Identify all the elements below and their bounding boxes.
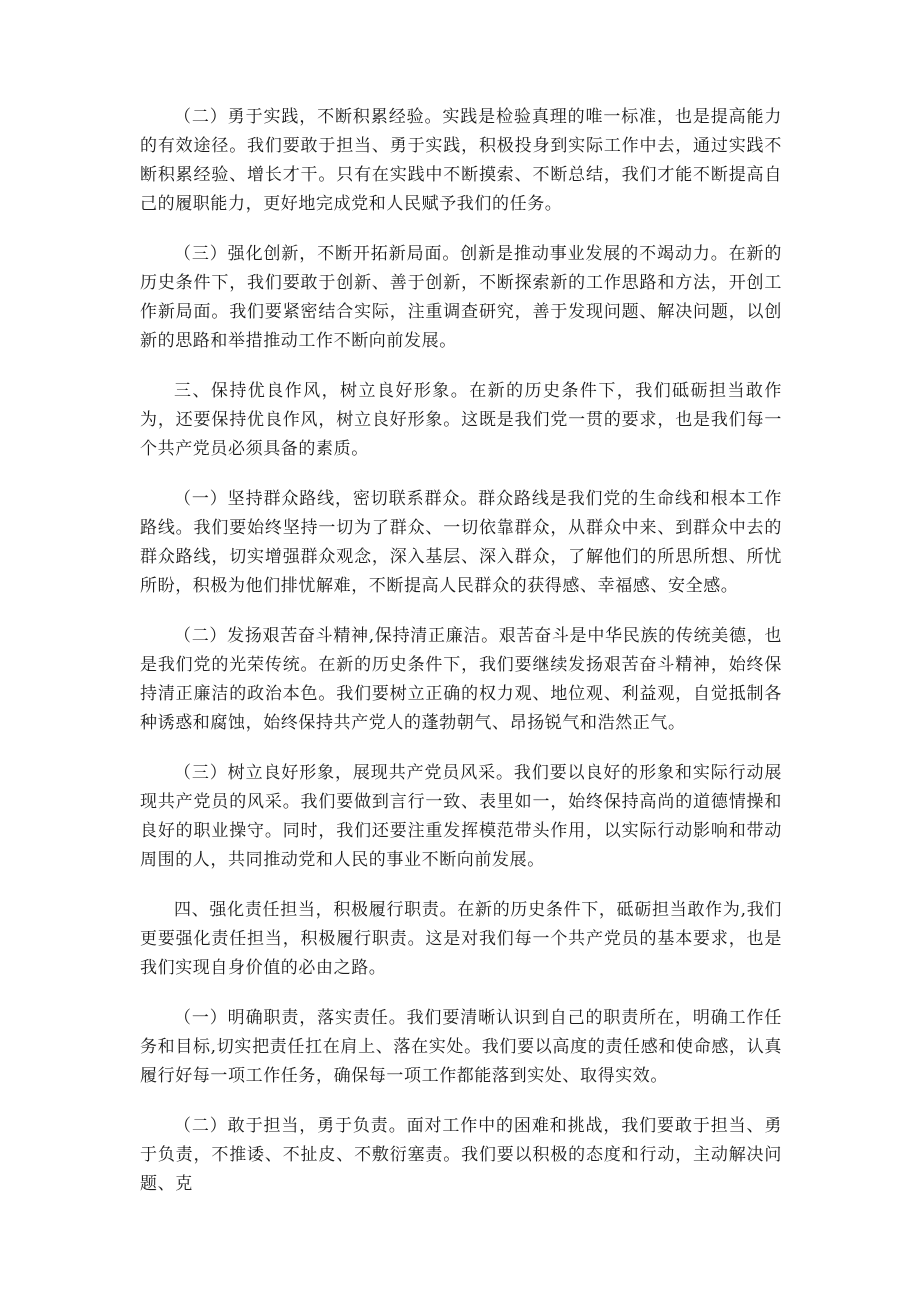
paragraph-hard-work: （二）发扬艰苦奋斗精神,保持清正廉洁。艰苦奋斗是中华民族的传统美德，也是我们党的光荣传统。在新的历史条件下，我们要继续发扬艰苦奋斗精神，始终保持清正廉洁的政治本色。我们要树立正确的权力观、地位观、利益观，自觉抵制各种诱惑和腐蚀，始终保持共产党人的蓬勃朝气、昂扬锐气和浩然正气。 <box>140 626 782 733</box>
paragraph-section-four-heading: 四、强化责任担当，积极履行职责。在新的历史条件下，砥砺担当敢作为,我们更要强化责任担当，积极履行职责。这是对我们每一个共产党员的基本要求，也是我们实现自身价值的必由之路。 <box>140 900 782 978</box>
paragraph-mass-line: （一）坚持群众路线，密切联系群众。群众路线是我们党的生命线和根本工作路线。我们要始终坚持一切为了群众、一切依靠群众，从群众中来、到群众中去的群众路线，切实增强群众观念，深入基层、深入群众，了解他们的所思所想、所忧所盼，积极为他们排忧解难，不断提高人民群众的获得感、幸福感、安全感。 <box>140 489 782 596</box>
paragraph-innovation: （三）强化创新，不断开拓新局面。创新是推动事业发展的不竭动力。在新的历史条件下，我们要敢于创新、善于创新，不断探索新的工作思路和方法，开创工作新局面。我们要紧密结合实际，注重调查研究，善于发现问题、解决问题，以创新的思路和举措推动工作不断向前发展。 <box>140 244 782 351</box>
paragraph-section-three-heading: 三、保持优良作风，树立良好形象。在新的历史条件下，我们砥砺担当敢作为，还要保持优良作风，树立良好形象。这既是我们党一贯的要求，也是我们每一个共产党员必须具备的素质。 <box>140 381 782 459</box>
paragraph-good-image: （三）树立良好形象，展现共产党员风采。我们要以良好的形象和实际行动展现共产党员的风采。我们要做到言行一致、表里如一，始终保持高尚的道德情操和良好的职业操守。同时，我们还要注重发挥模范带头作用，以实际行动影响和带动周围的人，共同推动党和人民的事业不断向前发展。 <box>140 763 782 870</box>
paragraph-take-responsibility: （二）敢于担当，勇于负责。面对工作中的困难和挑战，我们要敢于担当、勇于负责，不推诿、不扯皮、不敷衍塞责。我们要以积极的态度和行动，主动解决问题、克 <box>140 1116 782 1194</box>
paragraph-practice: （二）勇于实践，不断积累经验。实践是检验真理的唯一标准，也是提高能力的有效途径。我们要敢于担当、勇于实践，积极投身到实际工作中去，通过实践不断积累经验、增长才干。只有在实践中不断摸索、不断总结，我们才能不断提高自己的履职能力，更好地完成党和人民赋予我们的任务。 <box>140 107 782 214</box>
paragraph-clarify-duties: （一）明确职责，落实责任。我们要清晰认识到自己的职责所在，明确工作任务和目标,切实把责任扛在肩上、落在实处。我们要以高度的责任感和使命感，认真履行好每一项工作任务，确保每一项工作都能落到实处、取得实效。 <box>140 1008 782 1086</box>
document-body <box>140 103 782 1220</box>
